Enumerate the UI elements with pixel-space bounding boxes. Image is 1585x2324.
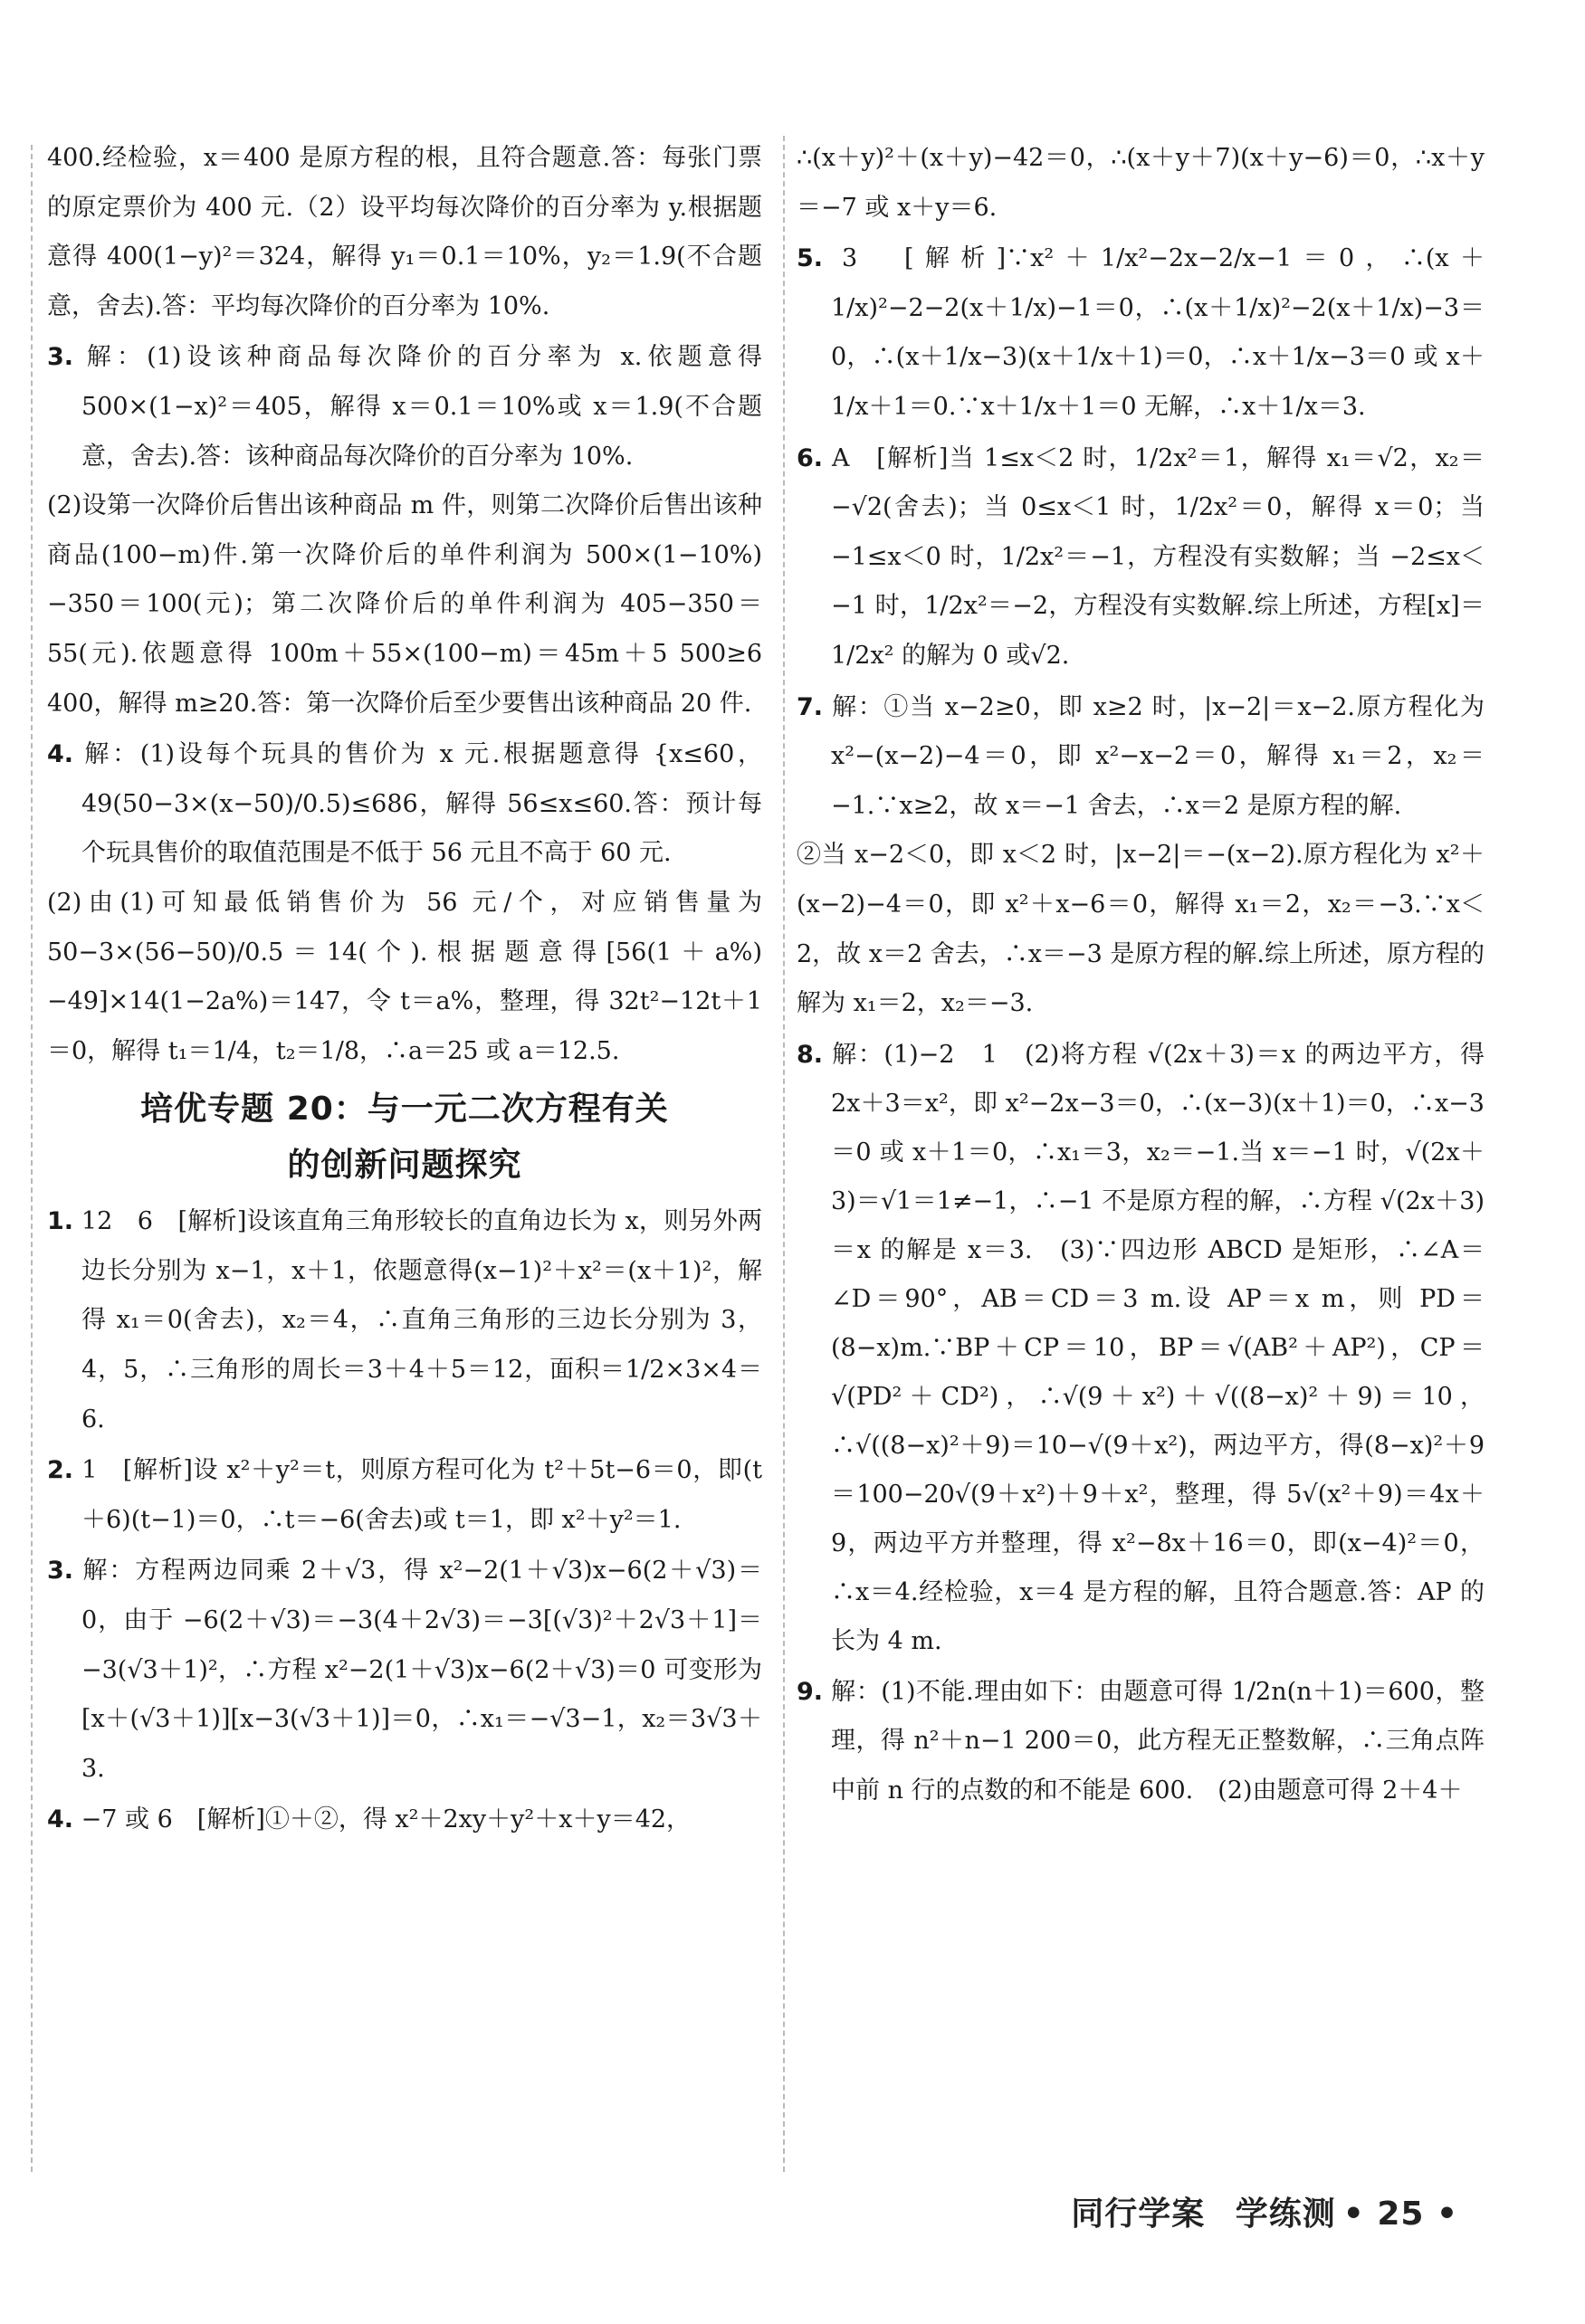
left-margin-rule [31,145,33,2172]
answer-paragraph: 400.经检验，x＝400 是原方程的根，且符合题意.答：每张门票的原定票价为 400 元.（2）设平均每次降价的百分率为 y.根据题意得 400(1−y)²＝324，解得 y₁＝0.1＝10%，y₂＝1.9(不合题意，舍去).答：平均每次降价的百分率为 10%. [47,144,762,320]
answer-paragraph: (2)由(1)可知最低销售价为 56 元/个，对应销售量为 50−3×(56−50)/0.5＝14(个).根据题意得[56(1＋a%)−49]×14(1−2a%)＝147，令 t＝a%，整理，得 32t²−12t＋1＝0，解得 t₁＝1/4，t₂＝1/8，∴a＝25 或 a＝12.5. [47,888,762,1065]
item-text: 12 6 [解析]设该直角三角形较长的直角边长为 x，则另外两边长分别为 x−1，x＋1，依题意得(x−1)²＋x²＝(x＋1)²，解得 x₁＝0(舍去)，x₂＝4，∴直角三角形的三边长分别为 3，4，5，∴三角形的周长＝3＋4＋5＝12，面积＝1/2×3×4＝6. [81,1207,762,1433]
item-text: 解：方程两边同乘 2＋√3，得 x²−2(1＋√3)x−6(2＋√3)＝0，由于 −6(2＋√3)＝−3(4＋2√3)＝−3[(√3)²＋2√3＋1]＝−3(√3＋1)²，∴方程 x²−2(1＋√3)x−6(2＋√3)＝0 可变形为[x＋(√3＋1)][x−3(√3＋1)]＝0，∴x₁＝−√3−1，x₂＝3√3＋3. [81,1557,762,1783]
answer-item-1 [47,1197,762,1444]
section-title-line-2: 的创新问题探究 [287,1147,522,1185]
answer-item-5 [797,234,1485,432]
item-text: 解：(1)设每个玩具的售价为 x 元.根据题意得 {x≤60，49(50−3×(x−50)/0.5)≤686，解得 56≤x≤60.答：预计每个玩具售价的取值范围是不低于 56 元且不高于 60 元. [81,740,763,868]
answer-item-3b [47,1547,762,1794]
answer-item-3 [47,333,762,481]
item-text: 解：①当 x−2≥0，即 x≥2 时，|x−2|＝x−2.原方程化为 x²−(x−2)−4＝0，即 x²−x−2＝0，解得 x₁＝2，x₂＝−1.∵x≥2，故 x＝−1 舍去，∴x＝2 是原方程的解. [831,692,1485,820]
answer-paragraph: ∴(x＋y)²＋(x＋y)−42＝0，∴(x＋y＋7)(x＋y−6)＝0，∴x＋y＝−7 或 x＋y＝6. [797,144,1485,222]
item-number: 2. [47,1456,74,1485]
page-number-label: • 25 • [1342,2195,1458,2233]
item-number: 5. [797,244,824,273]
item-number: 1. [47,1207,74,1236]
item-number: 4. [47,740,74,769]
footer-series: 学练测 [1235,2195,1336,2233]
answer-item-2 [47,1446,762,1545]
footer-separator [1214,2195,1227,2233]
item-text: −7 或 6 [解析]①＋②，得 x²＋2xy＋y²＋x＋y＝42， [81,1805,692,1834]
page-footer [1071,2188,1458,2234]
item-number: 7. [797,692,824,721]
answer-item-9 [797,1668,1485,1816]
item-number: 9. [797,1677,824,1706]
item-text: 3 [解析]∵x²＋1/x²−2x−2/x−1＝0，∴(x＋1/x)²−2−2(x＋1/x)−1＝0，∴(x＋1/x)²−2(x＋1/x)−3＝0，∴(x＋1/x−3)(x＋1/x＋1)＝0，∴x＋1/x−3＝0 或 x＋1/x＋1＝0.∵x＋1/x＋1＝0 无解，∴x＋1/x＝3. [831,244,1485,421]
answer-paragraph: (2)设第一次降价后售出该种商品 m 件，则第二次降价后售出该种商品(100−m)件.第一次降价后的单件利润为 500×(1−10%)−350＝100(元)；第二次降价后的单件利润为 405−350＝55(元).依题意得 100m＋55×(100−m)＝45m＋5 500≥6 400，解得 m≥20.答：第一次降价后至少要售出该种商品 20 件. [47,491,762,718]
item-number: 3. [47,1557,74,1586]
item-number: 4. [47,1805,74,1834]
item-text: 1 [解析]设 x²＋y²＝t，则原方程可化为 t²＋5t−6＝0，即(t＋6)(t−1)＝0，∴t＝−6(舍去)或 t＝1，即 x²＋y²＝1. [81,1456,762,1534]
page-number: 25 [1377,2195,1425,2233]
answer-item-6 [797,434,1485,681]
item-text: 解：(1)设该种商品每次降价的百分率为 x.依题意得 500×(1−x)²＝405，解得 x＝0.1＝10%或 x＝1.9(不合题意，舍去).答：该种商品每次降价的百分率为 10%. [81,343,762,471]
item-number: 3. [47,343,74,372]
column-divider [783,136,785,2172]
item-text: A [解析]当 1≤x＜2 时，1/2x²＝1，解得 x₁＝√2，x₂＝−√2(舍去)；当 0≤x＜1 时，1/2x²＝0，解得 x＝0；当 −1≤x＜0 时，1/2x²＝−1，方程没有实数解；当 −2≤x＜−1 时，1/2x²＝−2，方程没有实数解.综上所述，方程[x]＝1/2x² 的解为 0 或√2. [831,443,1485,670]
answer-item-4 [47,730,762,879]
section-title [47,1081,762,1194]
answer-item-8 [797,1031,1485,1666]
section-title-line-1: 培优专题 20：与一元二次方程有关 [140,1091,669,1129]
item-number: 8. [797,1040,824,1069]
answer-item-7 [797,683,1485,832]
answer-paragraph: ②当 x−2＜0，即 x＜2 时，|x−2|＝−(x−2).原方程化为 x²＋(x−2)−4＝0，即 x²＋x−6＝0，解得 x₁＝2，x₂＝−3.∵x＜2，故 x＝2 舍去，∴x＝−3 是原方程的解.综上所述，原方程的解为 x₁＝2，x₂＝−3. [797,841,1485,1018]
item-text: 解：(1)不能.理由如下：由题意可得 1/2n(n＋1)＝600，整理，得 n²＋n−1 200＝0，此方程无正整数解，∴三角点阵中前 n 行的点数的和不能是 600. (2)由题意可得 2＋4＋ [831,1677,1485,1805]
left-column [47,134,762,1845]
answer-item-4b [47,1795,762,1845]
right-column [797,134,1485,1815]
footer-brand: 同行学案 [1071,2195,1206,2233]
item-text: 解：(1)−2 1 (2)将方程 √(2x＋3)＝x 的两边平方，得 2x＋3＝x²，即 x²−2x−3＝0，∴(x−3)(x＋1)＝0，∴x−3＝0 或 x＋1＝0，∴x₁＝3，x₂＝−1.当 x＝−1 时，√(2x＋3)＝√1＝1≠−1，∴−1 不是原方程的解，∴方程 √(2x＋3)＝x 的解是 x＝3. (3)∵四边形 ABCD 是矩形，∴∠A＝∠D＝90°，AB＝CD＝3 m.设 AP＝x m，则 PD＝(8−x)m.∵BP＋CP＝10，BP＝√(AB²＋AP²)，CP＝√(PD²＋CD²)，∴√(9＋x²)＋√((8−x)²＋9)＝10，∴√((8−x)²＋9)＝10−√(9＋x²)，两边平方，得(8−x)²＋9＝100−20√(9＋x²)＋9＋x²，整理，得 5√(x²＋9)＝4x＋9，两边平方并整理，得 x²−8x＋16＝0，即(x−4)²＝0，∴x＝4.经检验，x＝4 是方程的解，且符合题意.答：AP 的长为 4 m. [831,1040,1485,1655]
item-number: 6. [797,443,824,472]
